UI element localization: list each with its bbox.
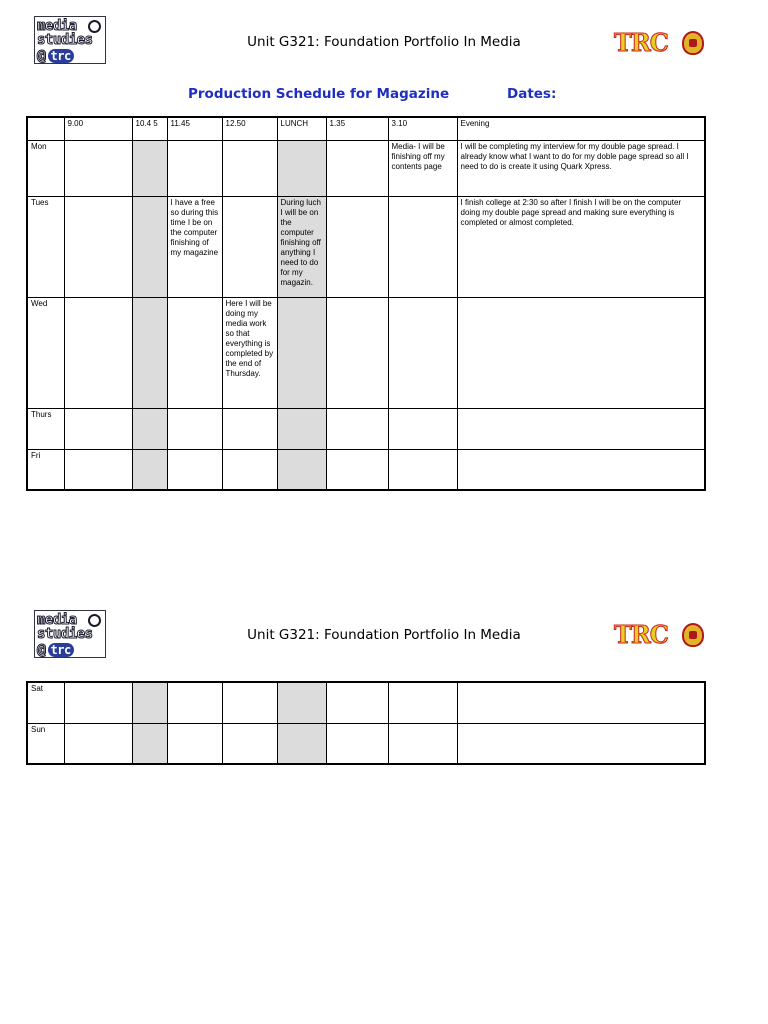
table-cell: [132, 723, 167, 764]
table-cell: Here I will be doing my media work so that everything is completed by the end of Thursday.: [222, 297, 277, 408]
table-cell: Media- I will be finishing off my contents page: [388, 140, 457, 196]
day-label: Thurs: [27, 408, 64, 449]
table-cell: [457, 723, 705, 764]
table-row-fri: [27, 449, 705, 490]
table-cell: [64, 723, 132, 764]
table-cell: [326, 682, 388, 723]
schedule-title: Production Schedule for Magazine: [188, 86, 450, 102]
header-cell: 10.4 5: [132, 117, 167, 140]
table-cell: [326, 408, 388, 449]
dates-label: Dates:: [507, 86, 557, 102]
table-cell: [277, 723, 326, 764]
table-cell: [132, 449, 167, 490]
table-cell: [222, 408, 277, 449]
header-cell: 1.35: [326, 117, 388, 140]
day-label: Fri: [27, 449, 64, 490]
crest-icon: [682, 623, 704, 647]
table-cell: [132, 140, 167, 196]
weekend-schedule-table: [26, 681, 706, 765]
table-cell: I will be completing my interview for my double page spread. I already know what I want to do for my doble page spread so all I need to do is create it using Quark Xpress.: [457, 140, 705, 196]
unit-title: Unit G321: Foundation Portfolio In Media: [247, 627, 521, 643]
table-cell: [277, 297, 326, 408]
table-cell: [388, 196, 457, 297]
table-cell: [64, 682, 132, 723]
table-cell: [326, 449, 388, 490]
header-cell: LUNCH: [277, 117, 326, 140]
table-cell: [457, 297, 705, 408]
table-cell: [388, 297, 457, 408]
production-schedule-table: [26, 116, 706, 491]
trc-logo: TRC: [614, 622, 704, 648]
table-cell: [388, 682, 457, 723]
table-cell: [222, 449, 277, 490]
table-cell: [222, 140, 277, 196]
table-cell: I finish college at 2:30 so after I finish I will be on the computer doing my double page spread and making sure everything is completed or almost completed.: [457, 196, 705, 297]
table-cell: [388, 449, 457, 490]
crest-icon: [682, 31, 704, 55]
table-cell: [167, 682, 222, 723]
table-cell: [277, 449, 326, 490]
table-cell: [167, 140, 222, 196]
table-row-tues: [27, 196, 705, 297]
table-cell: [64, 408, 132, 449]
day-label: Tues: [27, 196, 64, 297]
table-cell: [457, 682, 705, 723]
table-cell: [457, 408, 705, 449]
table-cell: [326, 723, 388, 764]
media-studies-logo: media studies @ trc: [34, 610, 106, 658]
table-cell: [222, 196, 277, 297]
header-cell: [27, 117, 64, 140]
table-cell: [167, 408, 222, 449]
table-cell: [132, 297, 167, 408]
table-cell: [326, 297, 388, 408]
table-row-wed: [27, 297, 705, 408]
header-row: [27, 117, 705, 140]
table-cell: [277, 408, 326, 449]
table-cell: During luch I will be on the computer finishing off anything I need to do for my magazin.: [277, 196, 326, 297]
table-cell: [64, 140, 132, 196]
media-studies-logo: media studies @ trc: [34, 16, 106, 64]
table-cell: [222, 682, 277, 723]
table-cell: [326, 140, 388, 196]
table-cell: [64, 196, 132, 297]
table-cell: [64, 297, 132, 408]
day-label: Wed: [27, 297, 64, 408]
table-cell: [388, 723, 457, 764]
day-label: Sat: [27, 682, 64, 723]
table-cell: [222, 723, 277, 764]
header-cell: Evening: [457, 117, 705, 140]
table-cell: [167, 723, 222, 764]
table-cell: [132, 196, 167, 297]
header-cell: 11.45: [167, 117, 222, 140]
header-cell: 3.10: [388, 117, 457, 140]
table-row-sat: [27, 682, 705, 723]
day-label: Mon: [27, 140, 64, 196]
table-cell: [64, 449, 132, 490]
table-cell: [132, 682, 167, 723]
table-cell: [326, 196, 388, 297]
table-cell: [132, 408, 167, 449]
trc-logo: TRC: [614, 30, 704, 56]
table-cell: [388, 408, 457, 449]
table-cell: I have a free so during this time I be on the computer finishing of my magazine: [167, 196, 222, 297]
header-cell: 12.50: [222, 117, 277, 140]
header-cell: 9.00: [64, 117, 132, 140]
table-cell: [167, 297, 222, 408]
table-row-sun: [27, 723, 705, 764]
unit-title: Unit G321: Foundation Portfolio In Media: [247, 34, 521, 50]
day-label: Sun: [27, 723, 64, 764]
table-cell: [167, 449, 222, 490]
table-cell: [277, 682, 326, 723]
table-cell: [457, 449, 705, 490]
table-row-thurs: [27, 408, 705, 449]
table-cell: [277, 140, 326, 196]
table-row-mon: [27, 140, 705, 196]
